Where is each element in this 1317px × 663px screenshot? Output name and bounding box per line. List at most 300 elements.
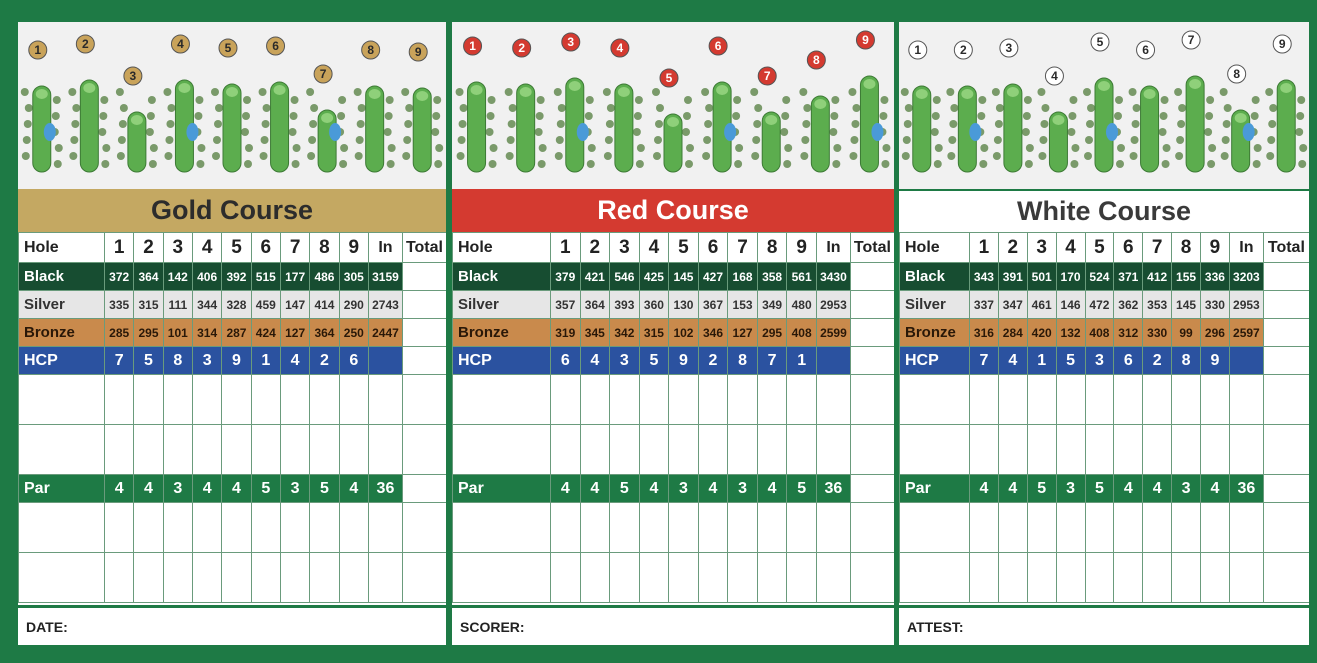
yardage: 130: [669, 291, 699, 319]
score-cell[interactable]: [1201, 553, 1230, 603]
yardage: 290: [339, 291, 368, 319]
score-cell[interactable]: [1056, 503, 1085, 553]
score-cell[interactable]: [1143, 425, 1172, 475]
score-cell[interactable]: [192, 503, 221, 553]
svg-text:9: 9: [862, 33, 869, 47]
total-cell[interactable]: [1263, 319, 1309, 347]
white-course-map: [899, 22, 1309, 189]
total-cell[interactable]: [850, 475, 894, 503]
score-cell[interactable]: [402, 553, 446, 603]
score-cell[interactable]: [1085, 375, 1114, 425]
hole-9-layout: [1265, 80, 1307, 172]
score-cell[interactable]: [1201, 425, 1230, 475]
score-cell[interactable]: [339, 425, 368, 475]
score-cell[interactable]: [251, 425, 280, 475]
hole-4-layout: [1037, 88, 1079, 172]
score-cell[interactable]: [580, 553, 610, 603]
score-cell[interactable]: [1056, 553, 1085, 603]
hole-number: 1: [970, 233, 999, 263]
yardage: 425: [639, 263, 669, 291]
score-cell[interactable]: [998, 375, 1027, 425]
score-cell[interactable]: [580, 375, 610, 425]
hole-4-layout: [163, 80, 205, 172]
score-cell[interactable]: [816, 425, 850, 475]
score-cell[interactable]: [816, 553, 850, 603]
hole-number: 7: [1143, 233, 1172, 263]
score-cell[interactable]: [1143, 375, 1172, 425]
score-cell[interactable]: [1229, 425, 1263, 475]
score-cell[interactable]: [998, 503, 1027, 553]
score-cell[interactable]: [900, 375, 970, 425]
hcp-value: 7: [970, 347, 999, 375]
white-course-panel: [899, 22, 1309, 605]
svg-text:5: 5: [665, 71, 673, 85]
score-cell[interactable]: [1056, 425, 1085, 475]
attest-field[interactable]: [899, 608, 1309, 645]
par-value: 4: [105, 475, 134, 503]
score-cell[interactable]: [698, 425, 728, 475]
score-cell[interactable]: [280, 425, 309, 475]
score-cell[interactable]: [1114, 503, 1143, 553]
hole-number-badge: [219, 39, 237, 57]
score-cell[interactable]: [1263, 503, 1309, 553]
hcp-value: 3: [192, 347, 221, 375]
scorer-label: SCORER:: [460, 618, 525, 635]
score-cell[interactable]: [1172, 425, 1201, 475]
gold-score-table: [18, 232, 446, 603]
hole-7-layout: [1174, 76, 1216, 172]
hole-number-badge: [909, 41, 927, 59]
svg-text:9: 9: [1278, 37, 1286, 51]
score-cell[interactable]: [1172, 503, 1201, 553]
total-cell[interactable]: [1263, 347, 1309, 375]
score-entry-row: [19, 553, 447, 603]
total-cell[interactable]: [402, 263, 446, 291]
score-cell[interactable]: [998, 425, 1027, 475]
score-cell[interactable]: [339, 503, 368, 553]
svg-text:4: 4: [1051, 69, 1058, 83]
score-cell[interactable]: [639, 503, 669, 553]
score-cell[interactable]: [368, 425, 402, 475]
score-cell[interactable]: [1143, 553, 1172, 603]
hole-number-badge: [362, 41, 380, 59]
yardage: 461: [1027, 291, 1056, 319]
score-cell[interactable]: [1027, 553, 1056, 603]
par-value: 4: [1143, 475, 1172, 503]
hole-number: 3: [163, 233, 192, 263]
score-cell[interactable]: [1229, 553, 1263, 603]
score-cell[interactable]: [453, 375, 551, 425]
score-cell[interactable]: [163, 375, 192, 425]
score-cell[interactable]: [551, 553, 581, 603]
yardage: 364: [134, 263, 163, 291]
score-cell[interactable]: [757, 503, 787, 553]
total-cell[interactable]: [402, 291, 446, 319]
score-cell[interactable]: [19, 553, 105, 603]
score-cell[interactable]: [698, 553, 728, 603]
score-cell[interactable]: [757, 375, 787, 425]
score-cell[interactable]: [163, 553, 192, 603]
hcp-label: HCP: [900, 347, 970, 375]
hole-number: 3: [610, 233, 640, 263]
yardage: 132: [1056, 319, 1085, 347]
yardage: 314: [192, 319, 221, 347]
score-cell[interactable]: [970, 503, 999, 553]
score-cell[interactable]: [610, 553, 640, 603]
score-cell[interactable]: [222, 503, 251, 553]
score-cell[interactable]: [339, 375, 368, 425]
score-cell[interactable]: [163, 425, 192, 475]
hole-7-layout: [306, 88, 348, 172]
score-cell[interactable]: [1056, 375, 1085, 425]
par-value: 5: [610, 475, 640, 503]
hcp-value: 5: [639, 347, 669, 375]
score-cell[interactable]: [728, 425, 758, 475]
score-cell[interactable]: [310, 553, 339, 603]
yardage: 145: [1172, 291, 1201, 319]
svg-text:3: 3: [567, 35, 575, 49]
white-score-table: [899, 232, 1309, 603]
par-label: Par: [453, 475, 551, 503]
score-cell[interactable]: [669, 553, 699, 603]
svg-text:9: 9: [414, 45, 422, 59]
score-cell[interactable]: [453, 553, 551, 603]
score-cell[interactable]: [105, 425, 134, 475]
in-yardage: 2447: [368, 319, 402, 347]
par-in: 36: [368, 475, 402, 503]
score-cell[interactable]: [134, 553, 163, 603]
hole-number: 6: [698, 233, 728, 263]
par-value: 4: [222, 475, 251, 503]
hcp-value: 3: [610, 347, 640, 375]
par-label: Par: [900, 475, 970, 503]
hole-label: Hole: [19, 233, 105, 263]
score-cell[interactable]: [610, 425, 640, 475]
total-cell[interactable]: [850, 319, 894, 347]
yardage: 371: [1114, 263, 1143, 291]
yardage: 147: [280, 291, 309, 319]
score-cell[interactable]: [339, 553, 368, 603]
score-cell[interactable]: [757, 425, 787, 475]
yardage: 101: [163, 319, 192, 347]
score-cell[interactable]: [1263, 375, 1309, 425]
score-cell[interactable]: [1201, 375, 1230, 425]
score-cell[interactable]: [580, 425, 610, 475]
score-cell[interactable]: [816, 375, 850, 425]
score-cell[interactable]: [970, 553, 999, 603]
date-field[interactable]: [18, 608, 446, 645]
tee-label: Silver: [453, 291, 551, 319]
score-cell[interactable]: [1085, 553, 1114, 603]
score-cell[interactable]: [610, 375, 640, 425]
score-cell[interactable]: [551, 375, 581, 425]
in-label: In: [1229, 233, 1263, 263]
score-cell[interactable]: [816, 503, 850, 553]
header-row: [19, 233, 447, 263]
hole-number-badge: [267, 37, 285, 55]
score-cell[interactable]: [757, 553, 787, 603]
score-cell[interactable]: [787, 503, 817, 553]
score-cell[interactable]: [728, 553, 758, 603]
score-cell[interactable]: [251, 553, 280, 603]
score-cell[interactable]: [19, 375, 105, 425]
score-cell[interactable]: [105, 503, 134, 553]
yardage: 305: [339, 263, 368, 291]
yardage: 408: [787, 319, 817, 347]
yardage: 146: [1056, 291, 1085, 319]
svg-text:2: 2: [959, 43, 967, 57]
score-cell[interactable]: [639, 375, 669, 425]
hole-number: 8: [1172, 233, 1201, 263]
yardage: 347: [998, 291, 1027, 319]
score-cell[interactable]: [1027, 503, 1056, 553]
yardage: 424: [251, 319, 280, 347]
score-cell[interactable]: [1172, 553, 1201, 603]
score-cell[interactable]: [251, 375, 280, 425]
yardage: 360: [639, 291, 669, 319]
score-cell[interactable]: [310, 503, 339, 553]
hcp-row: [900, 347, 1310, 375]
score-entry-row: [19, 375, 447, 425]
score-cell[interactable]: [610, 503, 640, 553]
score-cell[interactable]: [19, 503, 105, 553]
hole-9-layout: [401, 88, 443, 172]
hole-number: 5: [1085, 233, 1114, 263]
par-value: 4: [970, 475, 999, 503]
score-cell[interactable]: [850, 553, 894, 603]
hole-number-badge: [954, 41, 972, 59]
par-row: [900, 475, 1310, 503]
yardage: 412: [1143, 263, 1172, 291]
score-cell[interactable]: [728, 375, 758, 425]
total-cell[interactable]: [402, 475, 446, 503]
hole-number: 5: [669, 233, 699, 263]
score-cell[interactable]: [402, 425, 446, 475]
score-cell[interactable]: [222, 425, 251, 475]
total-cell[interactable]: [402, 347, 446, 375]
in-yardage: 2953: [816, 291, 850, 319]
hcp-value: 1: [251, 347, 280, 375]
yardage: 392: [222, 263, 251, 291]
score-cell[interactable]: [402, 375, 446, 425]
total-cell[interactable]: [402, 319, 446, 347]
hole-5-layout: [652, 88, 694, 172]
hcp-value: 2: [698, 347, 728, 375]
yardage: 145: [669, 263, 699, 291]
score-cell[interactable]: [222, 375, 251, 425]
hole-number-badge: [464, 37, 482, 55]
scorer-field[interactable]: [452, 608, 894, 645]
score-cell[interactable]: [1263, 425, 1309, 475]
hole-number-badge: [758, 67, 776, 85]
total-cell[interactable]: [1263, 291, 1309, 319]
score-cell[interactable]: [1263, 553, 1309, 603]
hole-number: 3: [1027, 233, 1056, 263]
score-cell[interactable]: [453, 503, 551, 553]
score-cell[interactable]: [368, 375, 402, 425]
total-cell[interactable]: [850, 347, 894, 375]
score-cell[interactable]: [850, 503, 894, 553]
yardage: 501: [1027, 263, 1056, 291]
hole-number: 4: [639, 233, 669, 263]
bronze-tee-row: [453, 319, 895, 347]
yardage: 127: [280, 319, 309, 347]
in-yardage: 2743: [368, 291, 402, 319]
total-label: Total: [850, 233, 894, 263]
score-cell[interactable]: [280, 375, 309, 425]
tee-label: Black: [900, 263, 970, 291]
par-value: 4: [551, 475, 581, 503]
score-cell[interactable]: [698, 503, 728, 553]
total-cell[interactable]: [850, 291, 894, 319]
hole-3-layout: [116, 88, 158, 172]
hole-number-badge: [1228, 65, 1246, 83]
score-cell[interactable]: [192, 425, 221, 475]
hole-number: 1: [105, 233, 134, 263]
score-cell[interactable]: [105, 375, 134, 425]
score-cell[interactable]: [669, 425, 699, 475]
hole-label: Hole: [453, 233, 551, 263]
score-cell[interactable]: [1201, 503, 1230, 553]
score-cell[interactable]: [402, 503, 446, 553]
score-cell[interactable]: [787, 375, 817, 425]
par-value: 4: [639, 475, 669, 503]
total-cell[interactable]: [850, 263, 894, 291]
score-cell[interactable]: [105, 553, 134, 603]
svg-text:7: 7: [1187, 33, 1195, 47]
bronze-tee-row: [900, 319, 1310, 347]
svg-text:1: 1: [34, 43, 42, 57]
svg-text:1: 1: [469, 39, 476, 53]
score-cell[interactable]: [669, 375, 699, 425]
yardage: 364: [310, 319, 339, 347]
black-tee-row: [19, 263, 447, 291]
bronze-tee-row: [19, 319, 447, 347]
score-cell[interactable]: [368, 553, 402, 603]
yardage: 546: [610, 263, 640, 291]
yardage: 353: [1143, 291, 1172, 319]
yardage: 357: [551, 291, 581, 319]
score-cell[interactable]: [970, 375, 999, 425]
hole-number: 8: [757, 233, 787, 263]
yardage: 337: [970, 291, 999, 319]
score-cell[interactable]: [280, 503, 309, 553]
par-value: 4: [757, 475, 787, 503]
yardage: 170: [1056, 263, 1085, 291]
score-cell[interactable]: [900, 425, 970, 475]
score-cell[interactable]: [1027, 375, 1056, 425]
score-cell[interactable]: [551, 503, 581, 553]
yardage: 420: [1027, 319, 1056, 347]
score-cell[interactable]: [1229, 375, 1263, 425]
score-cell[interactable]: [19, 425, 105, 475]
hole-number-badge: [76, 35, 94, 53]
score-cell[interactable]: [251, 503, 280, 553]
silver-tee-row: [453, 291, 895, 319]
par-value: 4: [698, 475, 728, 503]
score-cell[interactable]: [850, 375, 894, 425]
score-cell[interactable]: [310, 425, 339, 475]
score-cell[interactable]: [310, 375, 339, 425]
hole-number: 2: [134, 233, 163, 263]
score-cell[interactable]: [787, 425, 817, 475]
score-cell[interactable]: [1143, 503, 1172, 553]
score-cell[interactable]: [998, 553, 1027, 603]
yardage: 285: [105, 319, 134, 347]
course-title: Gold Course: [18, 189, 446, 232]
score-cell[interactable]: [1085, 503, 1114, 553]
score-cell[interactable]: [669, 503, 699, 553]
score-cell[interactable]: [192, 553, 221, 603]
score-cell[interactable]: [1027, 425, 1056, 475]
score-cell[interactable]: [639, 425, 669, 475]
score-cell[interactable]: [1114, 375, 1143, 425]
score-cell[interactable]: [728, 503, 758, 553]
total-cell[interactable]: [1263, 475, 1309, 503]
yardage: 391: [998, 263, 1027, 291]
score-cell[interactable]: [453, 425, 551, 475]
svg-text:2: 2: [81, 37, 89, 51]
score-cell[interactable]: [280, 553, 309, 603]
score-cell[interactable]: [368, 503, 402, 553]
yardage: 250: [339, 319, 368, 347]
score-cell[interactable]: [900, 553, 970, 603]
hole-8-layout: [799, 88, 841, 172]
yardage: 102: [669, 319, 699, 347]
par-value: 4: [998, 475, 1027, 503]
score-cell[interactable]: [134, 503, 163, 553]
score-cell[interactable]: [551, 425, 581, 475]
score-entry-row: [453, 553, 895, 603]
score-cell[interactable]: [1114, 553, 1143, 603]
score-cell[interactable]: [192, 375, 221, 425]
score-cell[interactable]: [787, 553, 817, 603]
red-course-panel: [452, 22, 894, 605]
par-value: 5: [310, 475, 339, 503]
hole-number-badge: [562, 33, 580, 51]
score-cell[interactable]: [134, 375, 163, 425]
in-cell: [1229, 347, 1263, 375]
score-cell[interactable]: [134, 425, 163, 475]
hole-number-badge: [1091, 33, 1109, 51]
hole-number-badge: [1045, 67, 1063, 85]
svg-text:7: 7: [319, 67, 327, 81]
in-yardage: 3203: [1229, 263, 1263, 291]
svg-text:1: 1: [914, 43, 922, 57]
hcp-value: 7: [105, 347, 134, 375]
svg-text:2: 2: [518, 41, 526, 55]
yardage: 312: [1114, 319, 1143, 347]
score-cell[interactable]: [222, 553, 251, 603]
yardage: 295: [134, 319, 163, 347]
score-cell[interactable]: [1229, 503, 1263, 553]
score-cell[interactable]: [698, 375, 728, 425]
score-cell[interactable]: [900, 503, 970, 553]
score-cell[interactable]: [850, 425, 894, 475]
svg-text:6: 6: [714, 39, 722, 53]
score-cell[interactable]: [1114, 425, 1143, 475]
total-cell[interactable]: [1263, 263, 1309, 291]
score-cell[interactable]: [639, 553, 669, 603]
header-row: [453, 233, 895, 263]
score-cell[interactable]: [970, 425, 999, 475]
score-cell[interactable]: [580, 503, 610, 553]
hcp-value: 6: [551, 347, 581, 375]
score-cell[interactable]: [163, 503, 192, 553]
hcp-value: 1: [1027, 347, 1056, 375]
score-cell[interactable]: [1085, 425, 1114, 475]
score-cell[interactable]: [1172, 375, 1201, 425]
